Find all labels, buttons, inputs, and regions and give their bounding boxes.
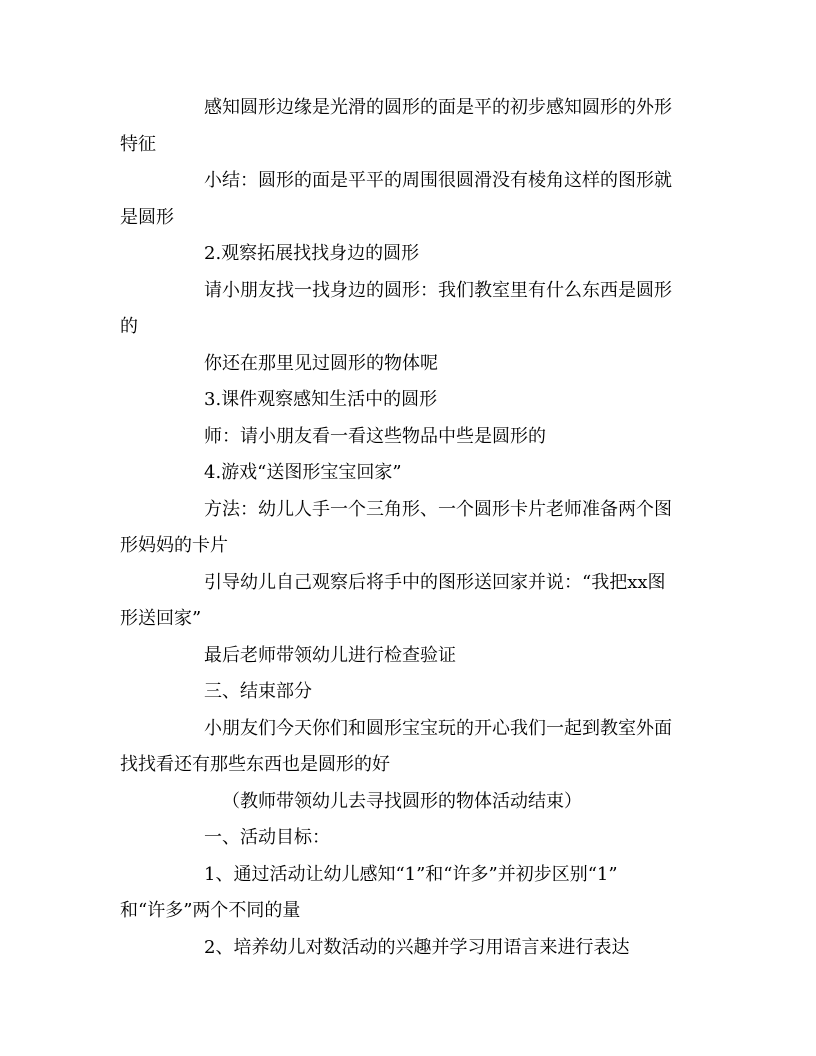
paragraph: [120, 382, 690, 419]
paragraph: [120, 163, 690, 236]
paragraph: [120, 930, 690, 967]
text-line: 最后老师带领幼儿进行检查验证: [204, 644, 456, 666]
text-line: 4.游戏“送图形宝宝回家”: [204, 462, 402, 483]
text-line: 小朋友们今天你们和圆形宝宝玩的开心我们一起到教室外面: [204, 717, 672, 739]
text-line: 请小朋友找一找身边的圆形：我们教室里有什么东西是圆形: [204, 279, 672, 301]
text-line: 感知圆形边缘是光滑的圆形的面是平的初步感知圆形的外形: [204, 97, 672, 118]
text-line: 三、结束部分: [204, 681, 312, 702]
text-line: 小结：圆形的面是平平的周围很圆滑没有棱角这样的图形就: [204, 170, 672, 191]
text-line: 特征: [120, 133, 156, 155]
paragraph: [120, 90, 690, 163]
paragraph: [120, 711, 690, 784]
text-line: 师：请小朋友看一看这些物品中些是圆形的: [204, 425, 546, 447]
paragraph: [120, 565, 690, 638]
text-line: 找找看还有那些东西也是圆形的好: [120, 754, 390, 775]
text-line: 和“许多”两个不同的量: [120, 900, 301, 921]
text-line: 1、通过活动让幼儿感知“1”和“许多”并初步区别“1”: [204, 863, 618, 885]
paragraph: [120, 455, 690, 492]
text-line: （教师带领幼儿去寻找圆形的物体活动结束）: [222, 790, 582, 812]
text-line: 2.观察拓展找找身边的圆形: [204, 243, 420, 264]
paragraph: [120, 492, 690, 565]
paragraph: [120, 273, 690, 346]
text-line: 是圆形: [120, 206, 174, 228]
paragraph: [120, 857, 690, 930]
paragraph: [120, 638, 690, 675]
text-line: 形送回家”: [120, 608, 202, 629]
text-line: 的: [120, 316, 138, 337]
paragraph: [120, 784, 690, 821]
text-line: 你还在那里见过圆形的物体呢: [204, 352, 438, 374]
text-line: 形妈妈的卡片: [120, 535, 228, 556]
paragraph: [120, 236, 690, 273]
text-line: 3.课件观察感知生活中的圆形: [204, 389, 438, 410]
text-line: 2、培养幼儿对数活动的兴趣并学习用语言来进行表达: [204, 936, 630, 958]
paragraph: [120, 346, 690, 383]
paragraph: [120, 419, 690, 456]
text-line: 一、活动目标：: [204, 827, 330, 848]
document-body: [120, 90, 690, 966]
paragraph: [120, 820, 690, 857]
text-line: 引导幼儿自己观察后将手中的图形送回家并说：“我把xx图: [204, 571, 666, 593]
text-line: 方法：幼儿人手一个三角形、一个圆形卡片老师准备两个图: [204, 498, 672, 520]
paragraph: [120, 674, 690, 711]
